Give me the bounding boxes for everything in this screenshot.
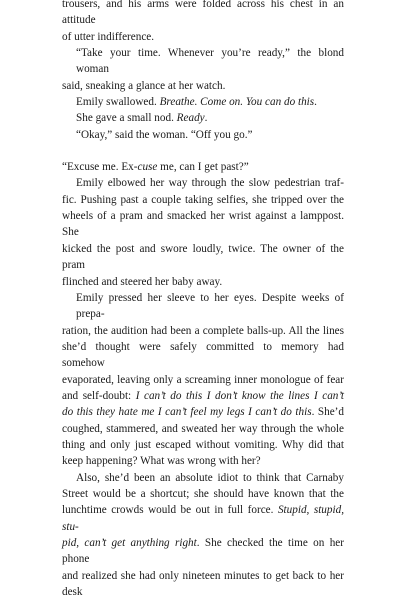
text-run: she’d thought were safely committed to memory had somehow xyxy=(62,340,344,370)
text-run: . She checked the time on her phone xyxy=(62,537,344,566)
text-run: wheels of a pram and smacked her wrist against a lamppost. She xyxy=(62,210,344,239)
italic-text: Ready xyxy=(176,112,205,125)
text-line xyxy=(62,486,344,502)
text-line xyxy=(62,339,344,372)
text-run: coughed, stammered, and sweated her way through the whole xyxy=(62,422,344,435)
text-run: “Okay,” said the woman. “Off you go.” xyxy=(76,128,253,141)
text-run: “Take your time. Whenever you’re ready,” the blond woman xyxy=(76,47,344,76)
text-run: said, sneaking a glance at her watch. xyxy=(62,79,226,92)
text-run: Emily elbowed her way through the slow pedestrian traf- xyxy=(76,177,344,190)
text-line xyxy=(62,241,344,274)
text-run: Street would be a shortcut; she should have known that the xyxy=(62,487,344,500)
text-line xyxy=(62,159,344,175)
text-run: and realized she had only nineteen minutes to get back to her desk xyxy=(62,569,344,599)
text-line xyxy=(62,470,344,486)
text-run: lunchtime crowds would be out in full force. xyxy=(62,504,278,517)
text-line xyxy=(62,45,344,78)
italic-text: I can’t do this I don’t know the lines I can’t xyxy=(135,389,344,402)
text-line xyxy=(62,78,344,94)
text-run: and self-doubt: xyxy=(62,389,136,402)
book-page xyxy=(62,0,344,600)
italic-text: Breathe. Come on. You can do this xyxy=(159,96,315,109)
text-line xyxy=(62,372,344,388)
section-break xyxy=(62,143,344,159)
text-line xyxy=(62,323,344,339)
text-line xyxy=(62,404,344,420)
text-run: keep happening? What was wrong with her? xyxy=(62,455,261,468)
text-run: . She’d xyxy=(311,406,344,419)
italic-text: cuse xyxy=(137,161,158,174)
text-run: Emily pressed her sleeve to her eyes. Despite weeks of prepa- xyxy=(76,291,344,321)
text-run: fic. Pushing past a couple taking selfies, she tripped over the xyxy=(62,193,344,206)
text-line xyxy=(62,568,344,600)
italic-text: pid, can’t get anything right xyxy=(62,537,197,549)
text-line xyxy=(62,127,344,143)
text-run: kicked the post and swore loudly, twice. The owner of the pram xyxy=(62,242,344,272)
text-run: . xyxy=(314,96,317,109)
text-line xyxy=(62,175,344,191)
text-line xyxy=(62,192,344,208)
text-line xyxy=(62,110,344,126)
text-line xyxy=(62,208,344,241)
text-line xyxy=(62,388,344,404)
text-line xyxy=(62,290,344,323)
italic-text: do this they hate me I can’t feel my legs I can’t do this xyxy=(62,406,312,419)
text-run: thing and only just escaped without vomiting. Why did that xyxy=(62,438,344,451)
text-line xyxy=(62,453,344,469)
text-run: She gave a small nod. xyxy=(76,112,177,125)
text-line xyxy=(62,274,344,290)
text-run: . xyxy=(204,112,208,125)
text-line xyxy=(62,437,344,453)
text-run: trousers, and his arms were folded across his chest in an attitude xyxy=(62,0,344,27)
text-line xyxy=(62,421,344,437)
italic-text: Stupid, stupid, stu- xyxy=(62,504,344,533)
text-line xyxy=(62,502,344,535)
text-line xyxy=(62,94,344,110)
text-run: Emily swallowed. xyxy=(76,96,160,109)
text-run: Also, she’d been an absolute idiot to think that Carnaby xyxy=(76,471,344,484)
text-run: evaporated, leaving only a screaming inner monologue of fear xyxy=(62,373,344,386)
text-line xyxy=(62,29,344,45)
text-run: me, can I get past?” xyxy=(157,161,249,174)
text-run: flinched and steered her baby away. xyxy=(62,275,223,288)
text-run: of utter indifference. xyxy=(62,30,155,43)
text-line xyxy=(62,0,344,29)
text-run: “Excuse me. Ex- xyxy=(62,161,138,174)
text-run: ration, the audition had been a complete balls-up. All the lines xyxy=(62,324,344,337)
text-line xyxy=(62,535,344,568)
